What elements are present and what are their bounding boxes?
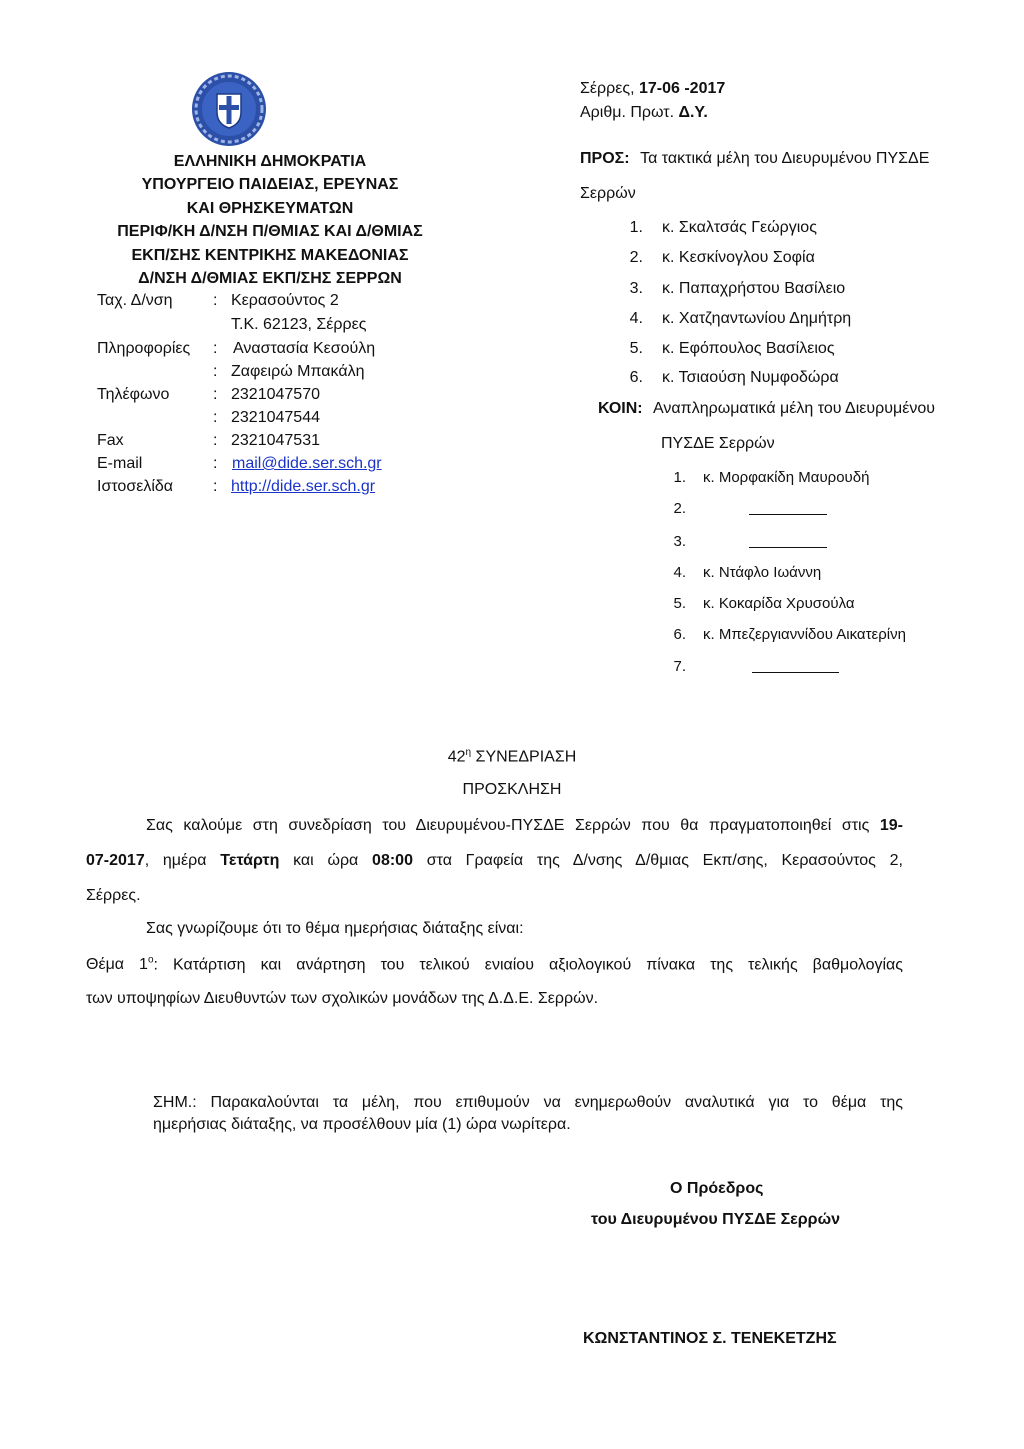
list-number: 7.	[673, 658, 686, 675]
meeting-time: 08:00	[372, 852, 413, 869]
agenda-topic-line	[86, 955, 903, 974]
date-prefix: Σέρρες,	[580, 80, 635, 97]
agenda-intro: Σας γνωρίζουμε ότι το θέμα ημερήσιας διάταξης είναι:	[146, 920, 524, 937]
list-item: κ. Σκαλτσάς Γεώργιος	[662, 219, 817, 236]
email-label: E-mail	[97, 455, 143, 472]
list-item: κ. Τσιαούση Νυμφοδώρα	[662, 369, 839, 386]
list-number: 3.	[673, 533, 686, 550]
list-number: 6.	[629, 369, 643, 386]
invitation-title: ΠΡΟΣΚΛΗΣΗ	[462, 781, 562, 798]
paragraph-text: Σας καλούμε στη συνεδρίαση του Διευρυμένου-ΠΥΣΔΕ Σερρών που θα πραγματοποιηθεί στις	[146, 817, 870, 834]
paragraph-text: στα Γραφεία της Δ/νσης Δ/θμιας Εκπ/σης, Κερασούντος 2,	[426, 852, 903, 869]
list-number: 6.	[673, 626, 686, 643]
session-word: ΣΥΝΕΔΡΙΑΣΗ	[475, 748, 577, 766]
list-item: κ. Εφόπουλος Βασίλειος	[662, 340, 835, 357]
header-line: ΥΠΟΥΡΓΕΙΟ ΠΑΙΔΕΙΑΣ, ΕΡΕΥΝΑΣ	[141, 176, 399, 194]
list-number: 3.	[629, 280, 643, 297]
agenda-topic-line: των υποψηφίων Διευθυντών των σχολικών μονάδων της Δ.Δ.Ε. Σερρών.	[86, 990, 599, 1007]
signatory-name: ΚΩΝΣΤΑΝΤΙΝΟΣ Σ. ΤΕΝΕΚΕΤΖΗΣ	[583, 1330, 837, 1347]
to-text: Τα τακτικά μέλη του Διευρυμένου ΠΥΣΔΕ	[640, 150, 930, 167]
header-line: ΚΑΙ ΘΡΗΣΚΕΥΜΑΤΩΝ	[186, 199, 354, 217]
header-line: ΠΕΡΙΦ/ΚΗ Δ/ΝΣΗ Π/ΘΜΙΑΣ ΚΑΙ Δ/ΘΜΙΑΣ	[117, 223, 423, 241]
session-number: 42	[447, 748, 466, 766]
note-text: ΣΗΜ.: Παρακαλούνται τα μέλη, που επιθυμούν να ενημερωθούν αναλυτικά για το θέμα της	[153, 1094, 903, 1111]
paragraph-text: και ώρα	[293, 852, 359, 869]
address-label: Ταχ. Δ/νση	[97, 292, 173, 309]
phone-label: Τηλέφωνο	[97, 386, 170, 403]
topic-label: Θέμα $1^o$	[86, 955, 154, 974]
note-line	[153, 1094, 903, 1112]
date-line	[580, 80, 725, 98]
paragraph-line	[146, 817, 903, 835]
list-item: κ. Παπαχρήστου Βασίλειο	[662, 280, 846, 297]
protocol-label: Αριθμ. Πρωτ.	[580, 104, 675, 121]
note-line: ημερήσιας διάταξης, να προσέλθουν μία (1) ώρα νωρίτερα.	[153, 1116, 571, 1133]
blank-line	[749, 533, 827, 548]
list-item: κ. Ντάφλο Ιωάννη	[703, 564, 822, 581]
colon: :	[213, 386, 218, 403]
list-item: κ. Χατζηαντωνίου Δημήτρη	[662, 310, 852, 327]
header-line: Δ/ΝΣΗ Δ/ΘΜΙΑΣ ΕΚΠ/ΣΗΣ ΣΕΡΡΩΝ	[138, 270, 402, 288]
topic-text: : Κατάρτιση και ανάρτηση του τελικού ενιαίου αξιολογικού πίνακα της τελικής βαθμολογίας	[153, 956, 904, 974]
phone-2: 2321047544	[231, 409, 320, 426]
address-line-2: Τ.Κ. 62123, Σέρρες	[231, 316, 367, 333]
colon: :	[213, 478, 218, 495]
document-date: 17-06 -2017	[638, 80, 726, 97]
list-number: 5.	[673, 595, 686, 612]
colon: :	[213, 340, 218, 357]
phone-1: 2321047570	[231, 386, 320, 403]
blank-line	[752, 658, 839, 673]
list-number: 1.	[629, 219, 643, 236]
address-line-1: Κερασούντος 2	[231, 292, 339, 309]
list-number: 2.	[629, 249, 643, 266]
list-number: 5.	[629, 340, 643, 357]
email-link[interactable]: mail@dide.ser.sch.gr	[232, 455, 382, 472]
fax-label: Fax	[97, 432, 124, 449]
website-label: Ιστοσελίδα	[97, 478, 174, 495]
colon: :	[213, 363, 218, 380]
cc-label: ΚΟΙΝ:	[598, 400, 643, 417]
list-number: 4.	[673, 564, 686, 581]
meeting-date-part: 19-	[879, 817, 903, 834]
fax-number: 2321047531	[231, 432, 320, 449]
list-number: 2.	[673, 500, 686, 517]
protocol-line	[580, 104, 708, 122]
cc-line	[598, 400, 935, 418]
signatory-title: Ο Πρόεδρος	[670, 1180, 764, 1197]
greek-emblem-icon	[190, 70, 268, 148]
info-contact-1: Αναστασία Κεσούλη	[233, 340, 376, 357]
paragraph-line	[86, 852, 903, 870]
cc-text-continued: ΠΥΣΔΕ Σερρών	[661, 435, 775, 452]
header-line: ΕΚΠ/ΣΗΣ ΚΕΝΤΡΙΚΗΣ ΜΑΚΕΔΟΝΙΑΣ	[131, 246, 409, 264]
colon: :	[213, 432, 218, 449]
list-item: κ. Κεσκίνογλου Σοφία	[662, 249, 815, 266]
colon: :	[213, 455, 218, 472]
website-link[interactable]: http://dide.ser.sch.gr	[231, 478, 376, 495]
header-line: ΕΛΛΗΝΙΚΗ ΔΗΜΟΚΡΑΤΙΑ	[173, 153, 367, 170]
to-text-continued: Σερρών	[580, 185, 636, 202]
list-item: κ. Μπεζεργιαννίδου Αικατερίνη	[703, 626, 906, 643]
list-number: 1.	[673, 469, 686, 486]
meeting-day: Τετάρτη	[220, 852, 280, 869]
session-title	[0, 747, 1024, 766]
to-label: ΠΡΟΣ:	[580, 150, 630, 167]
issuer-header	[60, 150, 480, 290]
colon: :	[213, 409, 218, 426]
paragraph-text: Σέρρες.	[86, 887, 141, 904]
to-line	[580, 150, 929, 168]
cc-text: Αναπληρωματικά μέλη του Διευρυμένου	[653, 400, 936, 417]
signatory-role: του Διευρυμένου ΠΥΣΔΕ Σερρών	[591, 1211, 840, 1228]
blank-line	[749, 500, 827, 515]
info-contact-2: Ζαφειρώ Μπακάλη	[231, 363, 365, 380]
list-item: κ. Κοκαρίδα Χρυσούλα	[703, 595, 855, 612]
colon: :	[213, 292, 218, 309]
list-item: κ. Μορφακίδη Μαυρουδή	[703, 469, 870, 486]
list-number: 4.	[629, 310, 643, 327]
paragraph-text: , ημέρα	[144, 852, 207, 869]
session-superscript: η	[465, 747, 472, 758]
info-label: Πληροφορίες	[97, 340, 191, 357]
meeting-date-part: 07-2017	[86, 852, 145, 869]
protocol-value: Δ.Υ.	[678, 104, 708, 121]
